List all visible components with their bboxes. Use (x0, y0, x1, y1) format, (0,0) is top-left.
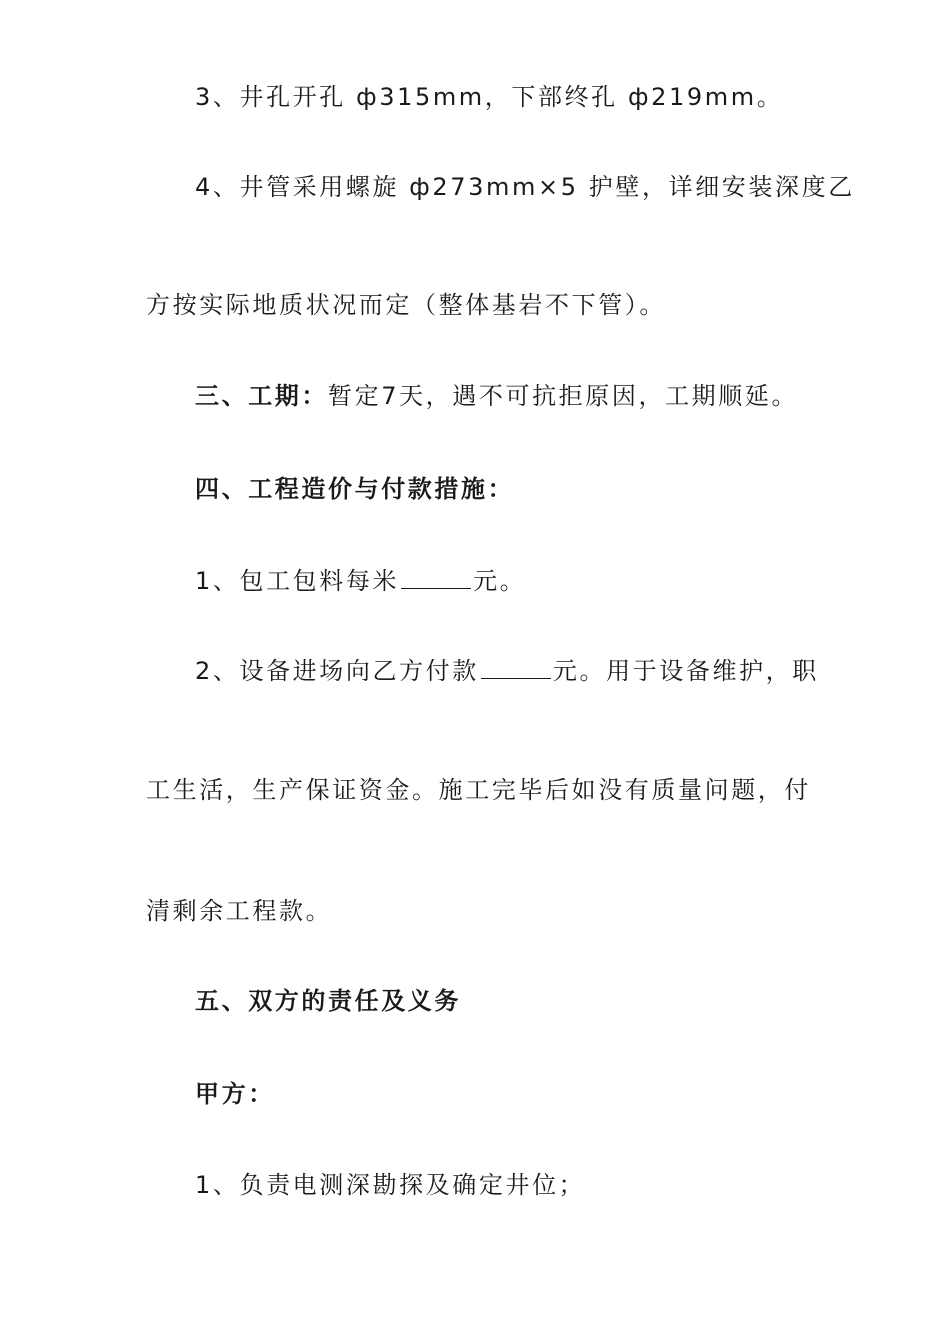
text: 清剩余工程款。 (146, 897, 333, 925)
text: 元。 (473, 567, 527, 595)
section-5-heading (195, 986, 461, 1016)
clause-4-casing-line1 (195, 172, 855, 202)
party-a-heading (195, 1079, 275, 1109)
section-3-schedule (195, 381, 798, 411)
section-heading: 三、工期： (195, 382, 328, 410)
payment-item-2-line3 (146, 896, 332, 926)
text: 方按实际地质状况而定（整体基岩不下管）。 (146, 291, 666, 319)
blank-field (481, 656, 551, 679)
text: 1、包工包料每米 (195, 567, 400, 595)
text: 2、设备进场向乙方付款 (195, 657, 479, 685)
payment-item-2-line2 (146, 775, 811, 805)
section-4-heading (195, 474, 514, 504)
text: 五、双方的责任及义务 (195, 987, 461, 1015)
payment-item-2-line1 (195, 656, 819, 686)
party-a-duty-1 (195, 1170, 585, 1200)
clause-4-casing-line2 (146, 290, 666, 320)
section-text: 暂定7天，遇不可抗拒原因，工期顺延。 (328, 382, 799, 410)
text: 元。用于设备维护，职 (552, 657, 819, 685)
text: 1、负责电测深勘探及确定井位； (195, 1171, 586, 1199)
text: 工生活，生产保证资金。施工完毕后如没有质量问题，付 (146, 776, 811, 804)
payment-item-1 (195, 566, 526, 596)
blank-field (401, 566, 471, 589)
text: 四、工程造价与付款措施： (195, 475, 515, 503)
clause-3-borehole-diameter (195, 82, 783, 112)
text: 甲方： (195, 1080, 275, 1108)
text: 3、井孔开孔 ф315mm，下部终孔 ф219mm。 (195, 83, 784, 111)
text: 4、井管采用螺旋 ф273mm×5 护壁，详细安装深度乙 (195, 173, 855, 201)
